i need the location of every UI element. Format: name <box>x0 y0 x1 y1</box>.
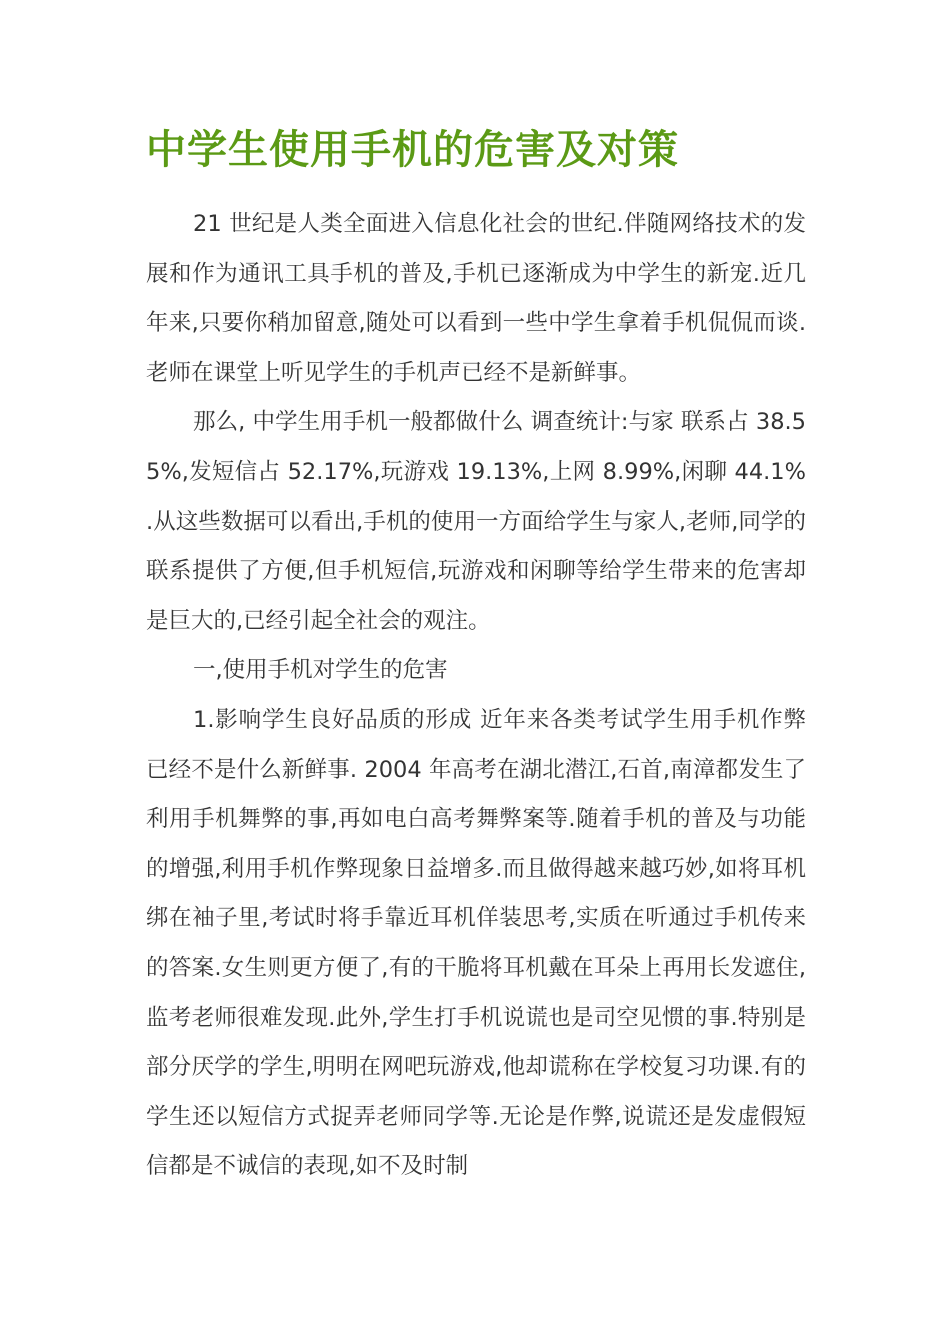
section-heading-harms: 一,使用手机对学生的危害 <box>193 657 448 684</box>
paragraph-integrity: 1.影响学生良好品质的形成 近年来各类考试学生用手机作弊已经不是什么新鲜事. 2004 年高考在湖北潜江,石首,南漳都发生了利用手机舞弊的事,再如电白高考舞弊案等.随着手机的普及与功能的增强,利用手机作弊现象日益增多.而且做得越来越巧妙,如将耳机绑在袖子里,考试时将手靠近耳机佯装思考,实质在听通过手机传来的答案.女生则更方便了,有的干脆将耳机戴在耳朵上再用长发遮住,监考老师很难发现.此外,学生打手机说谎也是司空见惯的事.特别是部分厌学的学生,明明在网吧玩游戏,他却谎称在学校复习功课.有的学生还以短信方式捉弄老师同学等.无论是作弊,说谎还是发虚假短信都是不诚信的表现,如不及时制 <box>146 706 806 1180</box>
document-body <box>146 200 806 1192</box>
document-title: 中学生使用手机的危害及对策 <box>146 127 679 173</box>
paragraph-survey: 那么, 中学生用手机一般都做什么 调查统计:与家 联系占 38.55%,发短信占 52.17%,玩游戏 19.13%,上网 8.99%,闲聊 44.1%.从这些数据可以看出,手机的使用一方面给学生与家人,老师,同学的联系提供了方便,但手机短信,玩游戏和闲聊等给学生带来的危害却是巨大的,已经引起全社会的观注。 <box>146 409 806 634</box>
paragraph-intro: 21 世纪是人类全面进入信息化社会的世纪.伴随网络技术的发展和作为通讯工具手机的普及,手机已逐渐成为中学生的新宠.近几年来,只要你稍加留意,随处可以看到一些中学生拿着手机侃侃而谈.老师在课堂上听见学生的手机声已经不是新鲜事。 <box>146 211 806 386</box>
